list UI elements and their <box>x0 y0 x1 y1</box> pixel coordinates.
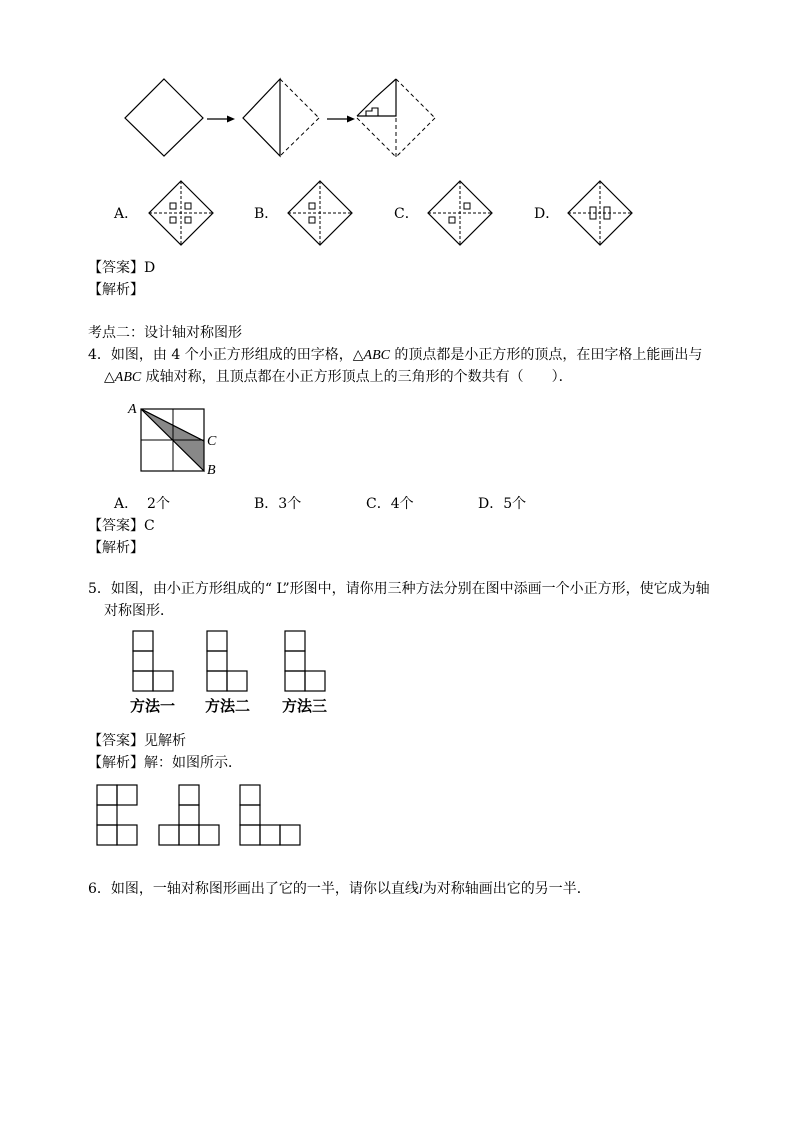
option-key: C． <box>366 496 391 512</box>
q4-option-b[interactable] <box>254 495 301 513</box>
fold-step-3 <box>356 78 438 160</box>
q5-line-1 <box>88 580 710 598</box>
q4-line-2 <box>104 368 573 387</box>
q6-number: 6． <box>88 881 111 897</box>
q4-triangle-name: ABC <box>363 348 390 363</box>
q5-solution-1 <box>96 784 140 848</box>
q4-answer <box>88 517 155 535</box>
q5-text: 如图，由小正方形组成的“ L”形图中，请你用三种方法分别在图中添画一个小正方形，使它成为轴 <box>110 581 710 597</box>
q4-text: 如图，由 4 个小正方形组成的田字格， <box>110 347 353 363</box>
q4-option-a[interactable] <box>114 495 170 513</box>
section-title: 考点二：设计轴对称图形 <box>88 325 242 341</box>
q6-text: 如图，一轴对称图形画出了它的一半，请你以直线 <box>110 881 419 897</box>
option-text: 3个 <box>278 496 302 512</box>
q3-option-d-figure[interactable] <box>567 180 633 246</box>
answer-label: 【答案】 <box>88 260 144 276</box>
q4-text: 的顶点都是小正方形的顶点，在田字格上能画出与 <box>389 347 703 363</box>
q5-solution-3 <box>239 784 303 848</box>
q4-triangle-symbol: △ <box>352 347 364 363</box>
q3-option-c-label: C． <box>394 206 419 222</box>
q5-number: 5． <box>88 581 111 597</box>
q5-method-3-label: 方法三 <box>282 697 328 715</box>
q5-answer <box>88 732 186 750</box>
fold-step-1 <box>124 78 204 158</box>
q3-option-a-figure[interactable] <box>148 180 214 246</box>
q3-option-a-label: A． <box>114 206 139 222</box>
option-key: B． <box>254 496 279 512</box>
fold-arrow-1 <box>207 114 237 124</box>
q3-option-d-label: D． <box>534 206 560 222</box>
option-key: A． <box>114 496 139 512</box>
q6-axis-name: l <box>418 882 423 897</box>
fold-arrow-2 <box>327 114 357 124</box>
q4-option-c[interactable] <box>366 495 414 513</box>
q4-vertex-a: A <box>128 402 137 417</box>
option-text: 4个 <box>390 496 414 512</box>
q4-text: 成轴对称，且顶点都在小正方形顶点上的三角形的个数共有（ ）． <box>141 369 573 385</box>
answer-value: 见解析 <box>144 733 186 749</box>
q3-analysis-label: 【解析】 <box>88 282 144 298</box>
q4-vertex-c: C <box>207 434 217 449</box>
q5-solution-2 <box>158 784 222 848</box>
answer-label: 【答案】 <box>88 733 144 749</box>
q3-option-b-label: B． <box>254 206 279 222</box>
q3-answer <box>88 259 155 277</box>
q4-triangle-symbol: △ <box>104 369 115 385</box>
q5-method-2-label: 方法二 <box>205 697 251 715</box>
answer-value: C <box>144 518 155 534</box>
q3-option-b-figure[interactable] <box>287 180 353 246</box>
q4-line-1 <box>88 346 702 365</box>
q5-line-2: 对称图形． <box>104 603 174 619</box>
q4-grid-figure <box>140 408 210 478</box>
q5-l-shape-2 <box>206 630 250 694</box>
q6-line <box>88 880 591 899</box>
answer-label: 【答案】 <box>88 518 144 534</box>
q5-l-shape-3 <box>284 630 328 694</box>
q5-analysis <box>88 754 242 772</box>
q3-option-c-figure[interactable] <box>427 180 493 246</box>
q4-triangle-name: ABC <box>114 370 142 385</box>
q4-option-d[interactable] <box>478 495 526 513</box>
q5-l-shape-1 <box>132 630 176 694</box>
option-text: 5个 <box>503 496 527 512</box>
analysis-text: 解：如图所示． <box>144 755 242 771</box>
option-key: D． <box>478 496 504 512</box>
q6-text: 为对称轴画出它的另一半． <box>422 881 591 897</box>
fold-step-2 <box>242 78 324 160</box>
analysis-label: 【解析】 <box>88 755 144 771</box>
q5-method-1-label: 方法一 <box>130 697 176 715</box>
q4-vertex-b: B <box>207 463 216 478</box>
answer-value: D <box>144 260 156 276</box>
q4-number: 4． <box>88 347 111 363</box>
option-text: 2个 <box>147 496 170 512</box>
q4-analysis-label: 【解析】 <box>88 540 144 556</box>
